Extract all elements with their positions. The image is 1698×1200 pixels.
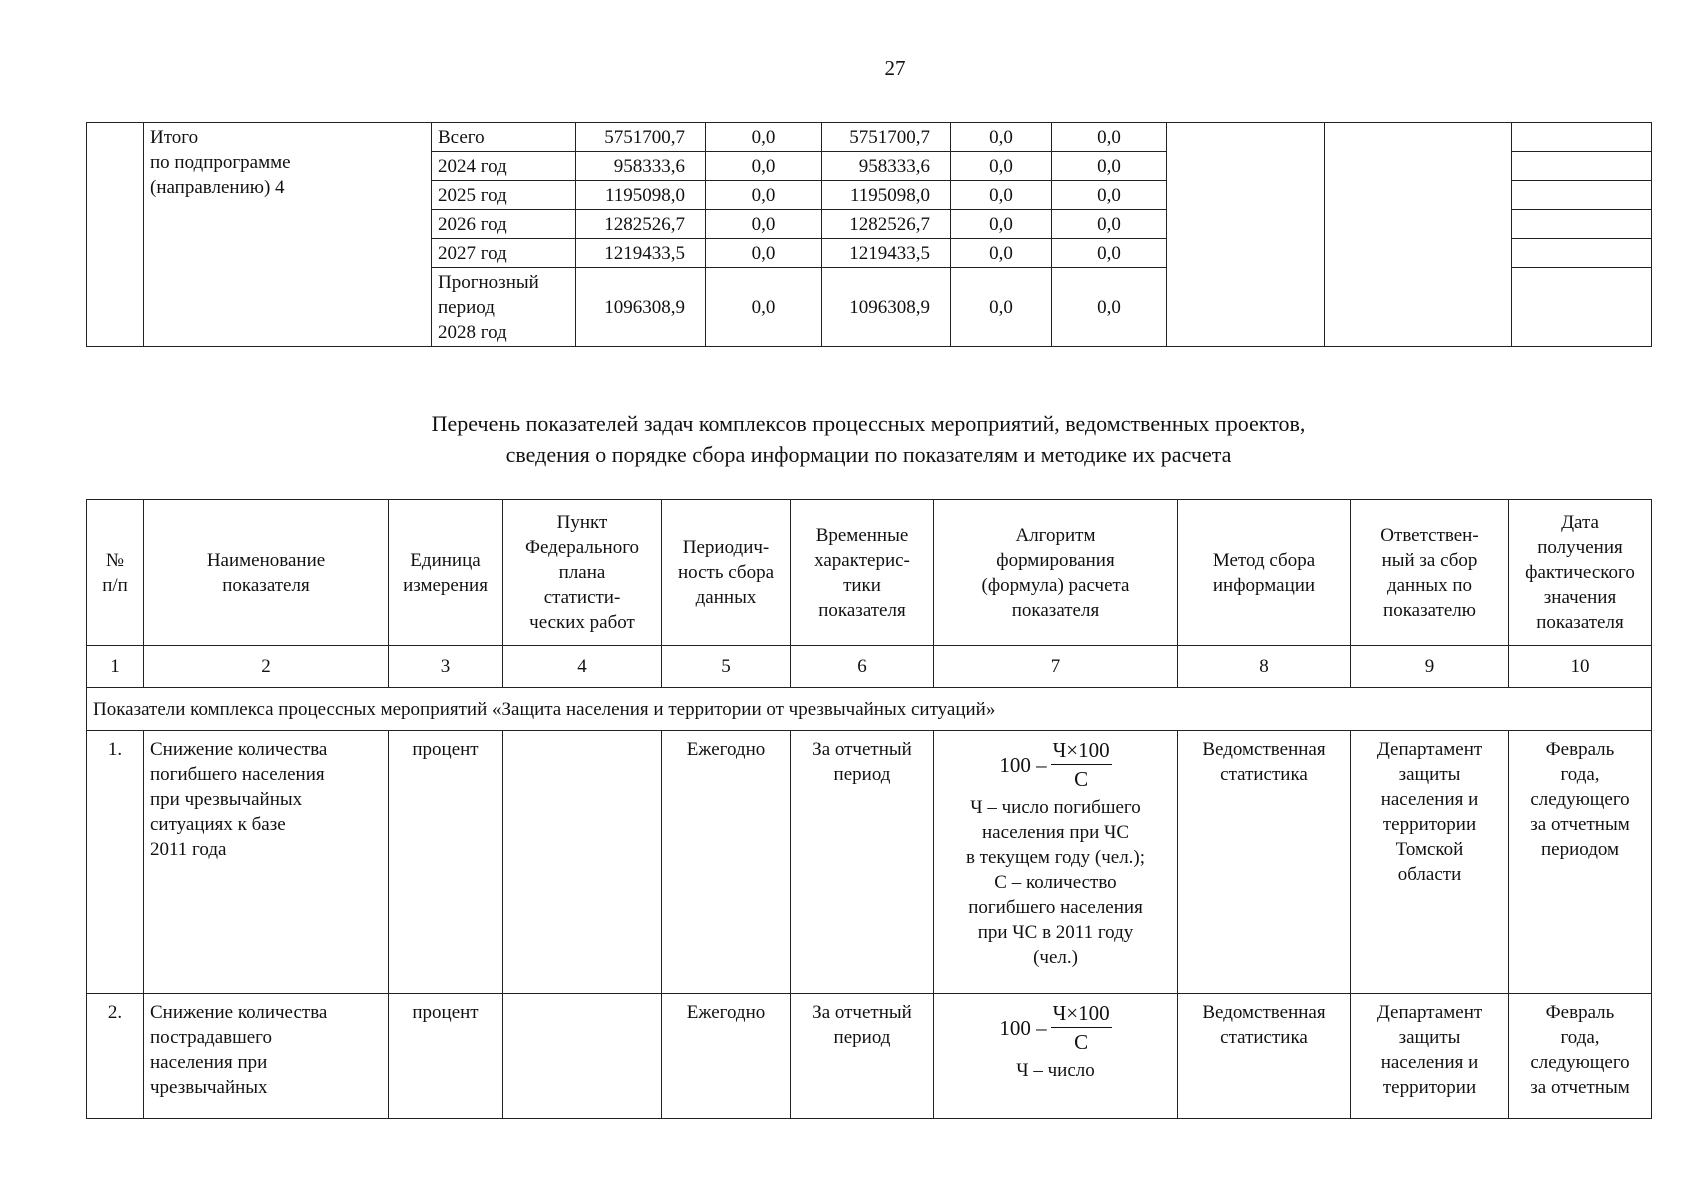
indicator-algorithm-line: погибшего населения bbox=[968, 897, 1143, 918]
indicator-name bbox=[144, 994, 389, 1119]
indicator-algorithm-line: С – количество bbox=[994, 872, 1117, 893]
summary-blank-cell bbox=[1512, 152, 1652, 181]
column-header-line: Временные bbox=[815, 524, 909, 546]
summary-period-cell: 2024 год bbox=[432, 152, 576, 181]
summary-period-cell: Всего bbox=[432, 123, 576, 152]
group-title: Показатели комплекса процессных мероприятий «Защита населения и территории от чрезвычайных ситуаций» bbox=[87, 688, 1652, 731]
section-title-line-2: сведения о порядке сбора информации по показателям и методике их расчета bbox=[505, 442, 1232, 467]
summary-value-cell: 0,0 bbox=[951, 210, 1052, 239]
indicator-number: 1. bbox=[87, 731, 144, 994]
summary-value-cell: 0,0 bbox=[706, 210, 822, 239]
column-header bbox=[503, 500, 662, 646]
column-header bbox=[144, 500, 389, 646]
summary-value-cell: 1195098,0 bbox=[822, 181, 951, 210]
indicators-table bbox=[86, 499, 1652, 1119]
summary-value-cell: 5751700,7 bbox=[576, 123, 706, 152]
indicator-algorithm-line: в текущем году (чел.); bbox=[965, 847, 1146, 868]
indicator-responsible-line: защиты bbox=[1398, 1027, 1461, 1048]
indicator-row bbox=[87, 994, 1652, 1119]
column-header bbox=[662, 500, 791, 646]
column-header-line: получения bbox=[1537, 537, 1623, 558]
indicator-date-line: периодом bbox=[1540, 839, 1620, 860]
page-number: 27 bbox=[884, 56, 906, 80]
column-header-line: Алгоритм bbox=[1015, 524, 1096, 546]
summary-total-label-line: по подпрограмме bbox=[150, 152, 291, 173]
summary-value-cell: 0,0 bbox=[706, 239, 822, 268]
indicator-name-line: населения при bbox=[150, 1052, 268, 1073]
formula-numerator: Ч×100 bbox=[1051, 1000, 1112, 1028]
column-header-line: Пункт bbox=[556, 512, 608, 533]
summary-blank-cell bbox=[1512, 239, 1652, 268]
column-number: 7 bbox=[934, 646, 1178, 688]
summary-total-label-line: Итого bbox=[150, 127, 199, 148]
indicator-algorithm-line: населения при ЧС bbox=[981, 822, 1130, 843]
summary-period-cell: 2025 год bbox=[432, 181, 576, 210]
indicator-name-line: чрезвычайных bbox=[150, 1077, 268, 1098]
indicator-plan-item bbox=[503, 731, 662, 994]
column-header-line: Дата bbox=[1561, 512, 1599, 533]
column-number: 8 bbox=[1178, 646, 1351, 688]
summary-period-line: Прогнозный bbox=[438, 271, 539, 293]
indicator-date-line: года, bbox=[1560, 1027, 1600, 1048]
summary-value-cell: 0,0 bbox=[1052, 123, 1167, 152]
formula bbox=[999, 737, 1111, 793]
indicator-method-line: Ведомственная bbox=[1202, 739, 1326, 760]
indicator-name-line: Снижение количества bbox=[150, 739, 328, 760]
column-number: 4 bbox=[503, 646, 662, 688]
column-header bbox=[1509, 500, 1652, 646]
column-header-line: показателя bbox=[818, 599, 906, 621]
indicator-method bbox=[1178, 731, 1351, 994]
summary-value-cell: 1282526,7 bbox=[576, 210, 706, 239]
column-header-line: п/п bbox=[102, 574, 128, 596]
indicator-responsible-line: населения и bbox=[1380, 1052, 1479, 1073]
summary-value-cell: 0,0 bbox=[1052, 181, 1167, 210]
indicator-date-line: за отчетным bbox=[1530, 814, 1630, 835]
summary-value-cell: 0,0 bbox=[1052, 268, 1167, 347]
summary-value-cell: 0,0 bbox=[951, 268, 1052, 347]
formula-numerator: Ч×100 bbox=[1051, 737, 1112, 765]
column-header-line: № bbox=[105, 549, 125, 571]
column-header-line: данных bbox=[695, 587, 757, 608]
summary-total-label bbox=[144, 123, 432, 347]
indicator-name-line: пострадавшего bbox=[150, 1027, 272, 1048]
summary-value-cell: 0,0 bbox=[951, 181, 1052, 210]
column-number: 3 bbox=[389, 646, 503, 688]
indicator-algorithm-line: Ч – число погибшего bbox=[970, 797, 1141, 818]
summary-value-cell: 1096308,9 bbox=[822, 268, 951, 347]
summary-period-line: 2028 год bbox=[438, 321, 507, 343]
summary-value-cell: 0,0 bbox=[1052, 210, 1167, 239]
column-number: 10 bbox=[1509, 646, 1652, 688]
summary-blank-cell bbox=[1512, 268, 1652, 347]
indicator-method bbox=[1178, 994, 1351, 1119]
summary-blank-cell bbox=[87, 123, 144, 347]
indicator-name-line: 2011 года bbox=[150, 839, 227, 860]
column-number: 1 bbox=[87, 646, 144, 688]
summary-blank-cell bbox=[1512, 123, 1652, 152]
indicator-responsible-line: населения и bbox=[1380, 789, 1479, 810]
indicator-algorithm-line: Ч – число bbox=[1016, 1060, 1095, 1081]
column-header-line: Наименование bbox=[206, 549, 326, 571]
column-header-line: формирования bbox=[996, 549, 1115, 571]
column-number: 9 bbox=[1351, 646, 1509, 688]
summary-value-cell: 1282526,7 bbox=[822, 210, 951, 239]
summary-value-cell: 1219433,5 bbox=[576, 239, 706, 268]
indicator-method-line: Ведомственная bbox=[1202, 1002, 1326, 1023]
indicator-name-line: погибшего населения bbox=[150, 764, 325, 785]
column-header bbox=[389, 500, 503, 646]
column-header-line: показателя bbox=[1536, 612, 1624, 633]
indicator-time-line: период bbox=[833, 764, 891, 785]
summary-blank-cell bbox=[1512, 181, 1652, 210]
indicator-periodicity: Ежегодно bbox=[662, 731, 791, 994]
summary-value-cell: 0,0 bbox=[951, 239, 1052, 268]
column-header-line: (формула) расчета bbox=[981, 574, 1130, 596]
column-header-line: плана bbox=[558, 562, 606, 583]
formula-prefix: 100 – bbox=[999, 752, 1047, 777]
indicator-name-line: Снижение количества bbox=[150, 1002, 328, 1023]
indicator-time bbox=[791, 731, 934, 994]
summary-value-cell: 0,0 bbox=[951, 123, 1052, 152]
summary-value-cell: 1219433,5 bbox=[822, 239, 951, 268]
summary-period-cell: 2027 год bbox=[432, 239, 576, 268]
column-header-line: характерис- bbox=[814, 549, 910, 571]
summary-value-cell: 958333,6 bbox=[576, 152, 706, 181]
indicator-date-line: следующего bbox=[1530, 789, 1630, 810]
indicator-algorithm-line: при ЧС в 2011 году bbox=[977, 922, 1134, 943]
column-header-line: показателя bbox=[1011, 599, 1100, 621]
indicator-date-line: за отчетным bbox=[1530, 1077, 1630, 1098]
indicator-responsible bbox=[1351, 994, 1509, 1119]
summary-value-cell: 1096308,9 bbox=[576, 268, 706, 347]
indicator-responsible-line: территории bbox=[1382, 814, 1477, 835]
column-number-row bbox=[87, 646, 1652, 688]
column-header bbox=[791, 500, 934, 646]
column-number: 6 bbox=[791, 646, 934, 688]
summary-value-cell: 5751700,7 bbox=[822, 123, 951, 152]
column-header-line: значения bbox=[1543, 587, 1617, 608]
column-header-line: информации bbox=[1212, 574, 1316, 596]
indicator-time-line: период bbox=[833, 1027, 891, 1048]
column-header-line: статисти- bbox=[543, 587, 621, 608]
indicator-time bbox=[791, 994, 934, 1119]
indicator-responsible-line: области bbox=[1397, 864, 1462, 885]
indicator-responsible-line: Томской bbox=[1395, 839, 1464, 860]
column-header-line: ческих работ bbox=[529, 612, 635, 633]
indicator-date-line: Февраль bbox=[1545, 739, 1615, 760]
column-header-line: Единица bbox=[410, 549, 481, 571]
summary-value-cell: 0,0 bbox=[1052, 152, 1167, 181]
indicator-time-line: За отчетный bbox=[812, 1002, 912, 1023]
summary-blank-cell bbox=[1512, 210, 1652, 239]
summary-value-cell: 0,0 bbox=[706, 123, 822, 152]
summary-value-cell: 0,0 bbox=[1052, 239, 1167, 268]
column-header-line: Федерального bbox=[524, 537, 640, 558]
column-header-line: ность сбора bbox=[677, 562, 775, 583]
indicator-responsible-line: Департамент bbox=[1376, 1002, 1483, 1023]
column-header-line: данных по bbox=[1386, 574, 1473, 596]
indicator-algorithm bbox=[934, 731, 1178, 994]
indicator-algorithm-line: (чел.) bbox=[1033, 947, 1078, 968]
column-header bbox=[87, 500, 144, 646]
summary-value-cell: 0,0 bbox=[706, 268, 822, 347]
formula-prefix: 100 – bbox=[999, 1015, 1047, 1040]
indicator-name-line: при чрезвычайных bbox=[150, 789, 303, 810]
section-title-line-1: Перечень показателей задач комплексов процессных мероприятий, ведомственных проектов, bbox=[431, 411, 1306, 436]
summary-value-cell: 0,0 bbox=[951, 152, 1052, 181]
formula-denominator: С bbox=[1074, 767, 1089, 791]
column-header-line: фактического bbox=[1525, 562, 1635, 583]
summary-value-cell: 1195098,0 bbox=[576, 181, 706, 210]
column-header-line: ный за сбор bbox=[1381, 549, 1478, 571]
formula-fraction bbox=[1051, 1000, 1112, 1056]
summary-row bbox=[87, 123, 1652, 152]
indicator-responsible-line: Департамент bbox=[1376, 739, 1483, 760]
summary-value-cell: 0,0 bbox=[706, 181, 822, 210]
column-header-line: Периодич- bbox=[682, 537, 770, 558]
summary-value-cell: 958333,6 bbox=[822, 152, 951, 181]
column-header-line: показателю bbox=[1383, 599, 1476, 621]
formula-fraction bbox=[1051, 737, 1112, 793]
indicator-method-line: статистика bbox=[1220, 1027, 1308, 1048]
subprogram-total-table bbox=[86, 122, 1652, 347]
indicator-unit: процент bbox=[389, 994, 503, 1119]
indicator-responsible-line: территории bbox=[1382, 1077, 1477, 1098]
indicator-unit: процент bbox=[389, 731, 503, 994]
formula-denominator: С bbox=[1074, 1030, 1089, 1054]
group-row bbox=[87, 688, 1652, 731]
indicator-method-line: статистика bbox=[1220, 764, 1308, 785]
indicator-periodicity: Ежегодно bbox=[662, 994, 791, 1119]
indicator-row bbox=[87, 731, 1652, 994]
indicator-responsible bbox=[1351, 731, 1509, 994]
indicator-date-line: следующего bbox=[1530, 1052, 1630, 1073]
indicator-number: 2. bbox=[87, 994, 144, 1119]
indicator-date bbox=[1509, 731, 1652, 994]
column-header-line: Метод сбора bbox=[1212, 549, 1316, 571]
summary-total-label-line: (направлению) 4 bbox=[150, 177, 285, 198]
column-header-line: измерения bbox=[403, 574, 488, 596]
indicator-responsible-line: защиты bbox=[1398, 764, 1461, 785]
summary-period-cell bbox=[432, 268, 576, 347]
indicator-name bbox=[144, 731, 389, 994]
column-header bbox=[1178, 500, 1351, 646]
summary-blank-cell bbox=[1167, 123, 1325, 347]
column-header bbox=[1351, 500, 1509, 646]
summary-period-line: период bbox=[438, 296, 495, 318]
indicator-date-line: года, bbox=[1560, 764, 1600, 785]
section-title bbox=[86, 408, 1651, 470]
indicator-name-line: ситуациях к базе bbox=[150, 814, 286, 835]
summary-blank-cell bbox=[1325, 123, 1512, 347]
indicator-algorithm bbox=[934, 994, 1178, 1119]
indicator-plan-item bbox=[503, 994, 662, 1119]
header-row bbox=[87, 500, 1652, 646]
column-number: 2 bbox=[144, 646, 389, 688]
summary-value-cell: 0,0 bbox=[706, 152, 822, 181]
column-header-line: показателя bbox=[222, 574, 310, 596]
summary-period-cell: 2026 год bbox=[432, 210, 576, 239]
indicator-date-line: Февраль bbox=[1545, 1002, 1615, 1023]
column-header bbox=[934, 500, 1178, 646]
indicator-time-line: За отчетный bbox=[812, 739, 912, 760]
column-number: 5 bbox=[662, 646, 791, 688]
indicator-date bbox=[1509, 994, 1652, 1119]
column-header-line: Ответствен- bbox=[1380, 524, 1479, 546]
column-header-line: тики bbox=[843, 574, 881, 596]
formula bbox=[999, 1000, 1111, 1056]
